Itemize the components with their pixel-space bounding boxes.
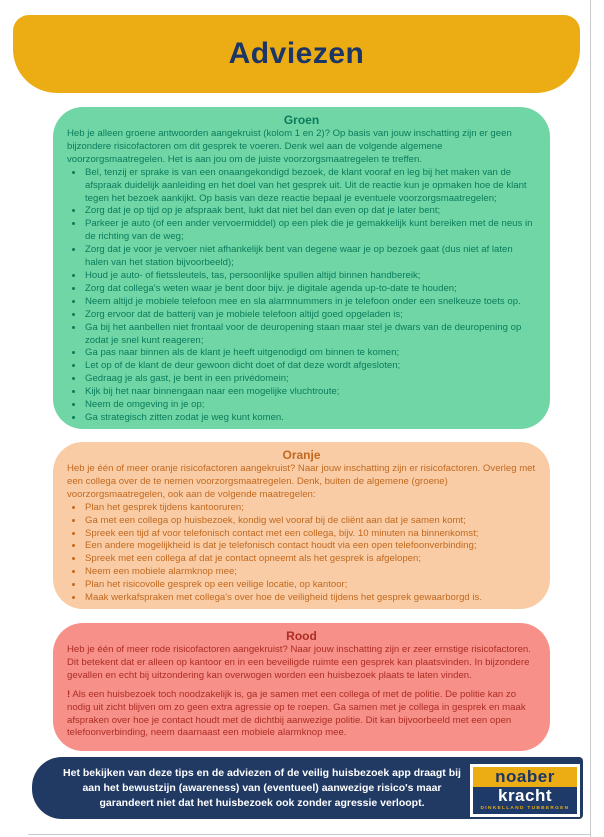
- bullet-item: • Houd je auto- of fietssleutels, tas, persoonlijke spullen altijd binnen handbereik;: [84, 270, 536, 283]
- bullet-item: • Ga pas naar binnen als de klant je heeft uitgenodigd om binnen te komen;: [84, 347, 536, 360]
- bullet-item: • Kijk bij het naar binnengaan naar een mogelijke vluchtroute;: [84, 386, 536, 399]
- page-title: Adviezen: [228, 37, 365, 70]
- warning-exclamation-mark: !: [67, 688, 71, 700]
- logo-subtitle: DINKELLAND TUBBERGEN: [480, 806, 570, 811]
- noaberkracht-logo: [470, 764, 580, 817]
- section-rood-heading: Rood: [286, 629, 317, 643]
- section-rood-warning: [67, 689, 536, 741]
- title-banner: [13, 15, 580, 93]
- section-groen: [53, 107, 550, 429]
- bullet-item: • Neem altijd je mobiele telefoon mee en sla alarmnummers in je telefoon onder een snelkeuze toets op.: [84, 296, 536, 309]
- section-oranje-heading: Oranje: [282, 448, 321, 462]
- section-oranje-bullet-list: [67, 502, 536, 605]
- footer-disclaimer-text: Het bekijken van deze tips en de adviezen of de veilig huisbezoek app draagt bij aan het bewustzijn (awareness) van (eventueel) aanwezige risico's maar garandeert niet dat het huisbezoek ook zonder agressie verloopt.: [63, 766, 461, 809]
- bullet-item: • Een andere mogelijkheid is dat je telefonisch contact houdt via een open telefoonverbinding;: [84, 540, 536, 553]
- logo-noaber-text: noaber: [473, 767, 577, 787]
- bullet-item: • Zorg dat je voor je vervoer niet afhankelijk bent van degene waar je op bezoek gaat (dus niet af laten halen van het station bijvoorbeeld);: [84, 244, 536, 270]
- bullet-item: • Spreek een tijd af voor telefonisch contact met een collega, bijv. 10 minuten na binnenkomst;: [84, 528, 536, 541]
- bullet-item: • Ga met een collega op huisbezoek, kondig wel vooraf bij de cliënt aan dat je samen komt;: [84, 515, 536, 528]
- bullet-item: • Ga bij het aanbellen niet frontaal voor de deuropening staan maar stel je dwars van de deuropening op zodat je snel kunt reageren;: [84, 322, 536, 348]
- bullet-item: • Zorg dat je op tijd op je afspraak bent, lukt dat niet bel dan even op dat je later bent;: [84, 205, 536, 218]
- bullet-item: • Plan het gesprek tijdens kantooruren;: [84, 502, 536, 515]
- logo-kracht-block: [473, 787, 577, 814]
- bullet-item: • Let op of de klant de deur gewoon dicht doet of dat deze wordt afgesloten;: [84, 360, 536, 373]
- bullet-item: • Neem de omgeving in je op;: [84, 399, 536, 412]
- bullet-item: • Zorg dat collega's weten waar je bent door bijv. je digitale agenda up-to-date te houden;: [84, 283, 536, 296]
- bullet-item: • Gedraag je als gast, je bent in een privédomein;: [84, 373, 536, 386]
- bullet-item: • Ga strategisch zitten zodat je weg kunt komen.: [84, 412, 536, 425]
- section-groen-intro: Heb je alleen groene antwoorden aangekruist (kolom 1 en 2)? Op basis van jouw inschatting zijn er geen bijzondere risicofactoren om dit gesprek te voeren. Denk wel aan de volgende algemene voorzorgsmaatregelen. Het is aan jou om de juiste voorzorgsmaatregelen te treffen.: [67, 128, 512, 165]
- bullet-item: • Plan het risicovolle gesprek op een veilige locatie, op kantoor;: [84, 579, 536, 592]
- page-edge-right: [590, 0, 591, 837]
- section-groen-heading: Groen: [283, 113, 320, 127]
- bullet-item: • Spreek met een collega af dat je contact opneemt als het gesprek is afgelopen;: [84, 553, 536, 566]
- bullet-item: • Zorg ervoor dat de batterij van je mobiele telefoon altijd goed opgeladen is;: [84, 309, 536, 322]
- bullet-item: • Neem een mobiele alarmknop mee;: [84, 566, 536, 579]
- section-groen-bullet-list: [67, 167, 536, 425]
- page-edge-bottom: [28, 834, 590, 835]
- bullet-item: • Parkeer je auto (of een ander vervoermiddel) op een plek die je gemakkelijk kunt bereiken met de neus in de richting van de weg;: [84, 218, 536, 244]
- bullet-item: • Maak werkafspraken met collega's over hoe de veiligheid tijdens het gesprek gewaarborgd is.: [84, 592, 536, 605]
- section-oranje: [53, 442, 550, 609]
- section-rood-intro: Heb je één of meer rode risicofactoren aangekruist? Naar jouw inschatting zijn er zeer ernstige risicofactoren. Dit betekent dat er alleen op kantoor en in een beveiligde ruimte een gesprek kan plaatsvinden. In bijzondere gevallen en echt bij uitzondering kan overwogen worden een huisbezoek plaats te laten vinden.: [67, 644, 531, 681]
- logo-kracht-text: kracht: [497, 786, 553, 805]
- bullet-item: • Bel, tenzij er sprake is van een onaangekondigd bezoek, de klant vooraf en leg bij het maken van de afspraak duidelijk aanleiding en het doel van het gesprek uit. Uit de reactie kun je opmaken hoe de klant tegen het bezoek aankijkt. Op basis van deze reactie bepaal je eventuele voorzorgsmaatregelen;: [84, 167, 536, 206]
- section-rood-warning-text: Als een huisbezoek toch noodzakelijk is, ga je samen met een collega of met de politie. De politie kan zo nodig uit zicht blijven om zo geen extra agressie op te roepen. Ga samen met je collega in gesprek en maak afspraken over hoe je contact houdt met de dichtbij aanwezige politie. Dit kan bijvoorbeeld met een open telefoonverbinding, neem daarnaast een mobiele alarmknop mee.: [67, 688, 526, 739]
- section-rood: [53, 623, 550, 751]
- section-oranje-intro: Heb je één of meer oranje risicofactoren aangekruist? Naar jouw inschatting zijn er risicofactoren. Overleg met een collega over de te nemen voorzorgsmaatregelen. Denk, buiten de algemene (groene) voorzorgsmaatregelen, ook aan de volgende maatregelen:: [67, 463, 536, 500]
